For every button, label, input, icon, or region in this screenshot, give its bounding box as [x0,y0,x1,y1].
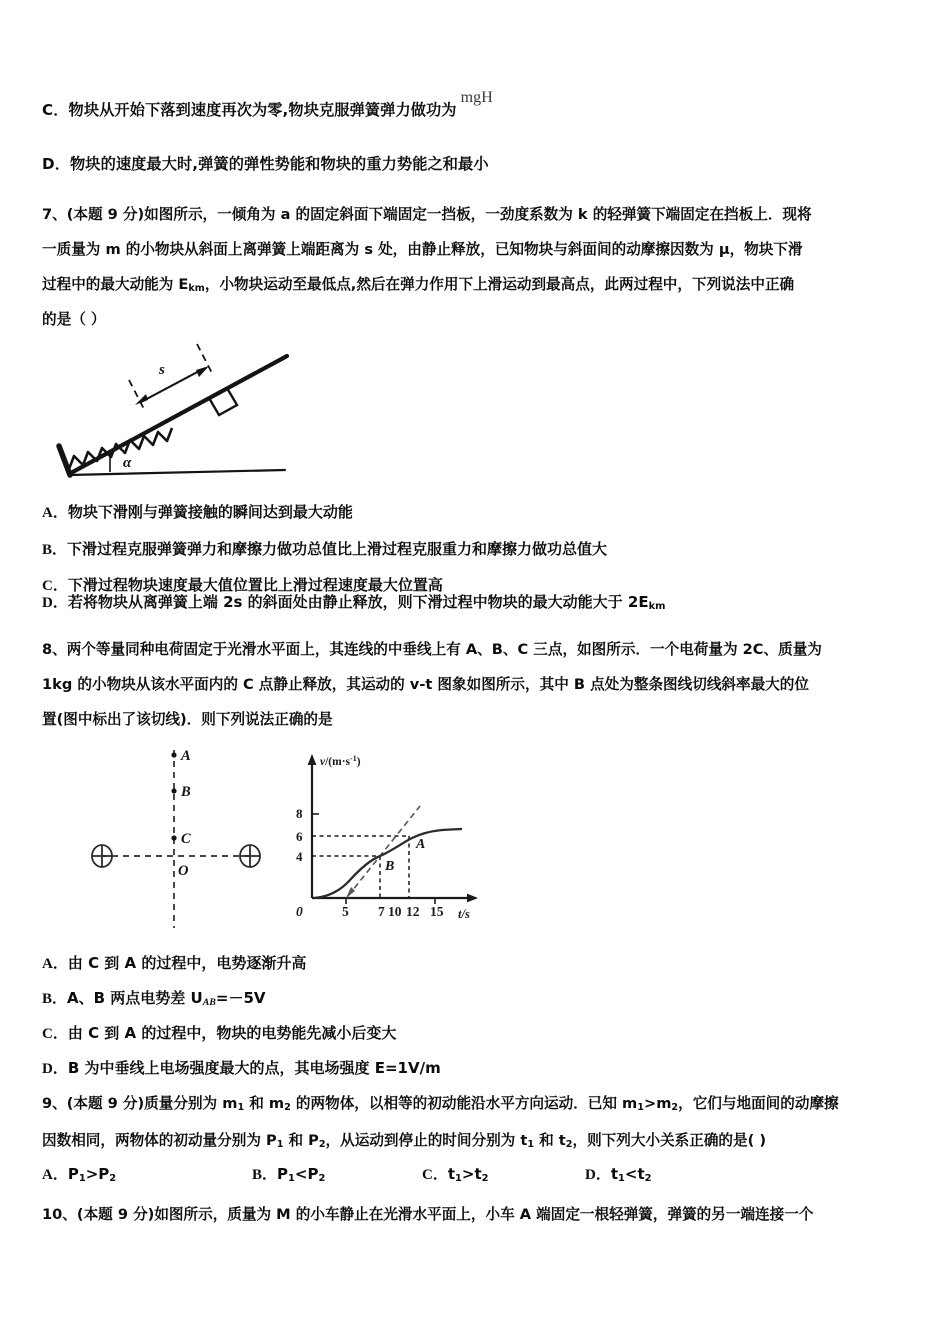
x-tick-15: 15 [430,904,444,919]
q9-s2b: 和 P [283,1132,319,1149]
y-tick-6: 6 [296,829,303,844]
q8-option-b-post: =－5V [215,989,266,1007]
q7-option-c-label: C． [42,578,68,594]
q8-option-d [42,1057,441,1078]
q8-stem-line-1: 8、两个等量同种电荷固定于光滑水平面上，其连线的中垂线上有 A、B、C 三点，如图所示．一个电荷量为 2C、质量为 [42,641,822,658]
q9-option-a [42,1163,116,1184]
x-axis-arrow [467,894,478,903]
q9-s1e: ，它们与地面间的动摩擦 [678,1095,839,1112]
q9-option-b-pre: P [277,1165,289,1183]
q9-option-b-label: B． [252,1167,278,1183]
q7-option-c-text: 下滑过程物块速度最大值位置比上滑过程速度最大位置高 [67,576,443,594]
point-b-dot [171,788,176,793]
q8-option-c-label: C． [42,1026,68,1042]
q6-option-c-text: C．物块从开始下落到速度再次为零,物块克服弹簧弹力做功为 [42,101,457,119]
q9-option-d-sub1: 1 [618,1173,625,1185]
chart-point-a-label: A [416,837,426,852]
q9-stem-line-1 [42,1092,839,1113]
q9-option-c-mid: >t [461,1165,482,1183]
q9-s2sub1: 1 [276,1139,284,1151]
q8-stem-line-2: 1kg 的小物块从该水平面内的 C 点静止释放，其运动的 v-t 图象如图所示，其中 B 点处为整条图线切线斜率最大的位 [42,676,809,693]
q7-stem-line-3a: 过程中的最大动能为 E [42,276,189,293]
q8-option-a-text: 由 C 到 A 的过程中，电势逐渐升高 [67,954,307,972]
q8-option-b-sub: AB [202,997,216,1009]
q9-option-d-label: D． [585,1167,611,1183]
q9-s1sub2: 2 [284,1102,291,1114]
q8-option-d-text: B 为中垂线上电场强度最大的点，其电场强度 E=1V/m [67,1059,441,1077]
q9-s2a: 因数相同，两物体的初动量分别为 P [42,1132,277,1149]
q9-s2sub2: 2 [318,1139,326,1151]
q7-stem-line-3-sub: km [188,283,205,295]
q7-option-b-label: B． [42,542,68,558]
point-b-label: B [181,784,191,800]
q8-option-d-label: D． [42,1061,68,1077]
q9-option-c-sub2: 2 [481,1173,489,1185]
y-axis-arrow [308,754,317,765]
q8-stem-line-3: 置(图中标出了该切线)．则下列说法正确的是 [42,711,333,728]
q9-option-a-label: A． [42,1167,68,1183]
charge-right-icon [240,845,260,867]
velocity-time-chart [290,748,495,934]
two-point-charges-diagram [87,744,292,934]
q7-option-b-text: 下滑过程克服弹簧弹力和摩擦力做功总值比上滑过程克服重力和摩擦力做功总值大 [67,540,608,558]
inclined-plane-spring-diagram [47,334,307,486]
charge-left-icon [92,845,112,867]
x-tick-0: 0 [296,904,303,919]
q9-option-a-pre: P [67,1165,79,1183]
q7-stem-line-4: 的是（ ） [42,311,106,328]
q9-s1a: 9、(本题 9 分)质量分别为 m [42,1095,238,1112]
q7-stem-line-2: 一质量为 m 的小物块从斜面上离弹簧上端距离为 s 处，由静止释放，已知物块与斜面间的动摩擦因数为 μ，物块下滑 [42,241,803,258]
q9-option-a-mid: >P [85,1165,110,1183]
q7-stem-line-1: 7、(本题 9 分)如图所示，一倾角为 a 的固定斜面下端固定一挡板，一劲度系数为 k 的轻弹簧下端固定在挡板上．现将 [42,206,812,223]
q7-option-a [42,501,353,522]
q9-option-c [422,1163,489,1184]
q7-stem-line-3 [42,273,794,294]
q9-option-d-mid: <t [624,1165,645,1183]
q9-option-a-sub1: 1 [78,1173,86,1185]
incline-distance-label: s [159,362,165,378]
q9-s2e: ，则下列大小关系正确的是( ) [572,1132,767,1149]
q9-s2d: 和 t [534,1132,566,1149]
q8-option-b-text: A、B 两点电势差 U [67,989,203,1007]
q9-s1sub3: 1 [637,1102,644,1114]
q7-option-d-text: 若将物块从离弹簧上端 2s 的斜面处由静止释放，则下滑过程中物块的最大动能大于 2E [67,593,649,611]
q9-stem-line-2 [42,1129,766,1150]
chart-point-b-label: B [385,859,395,874]
q10-stem-line-1: 10、(本题 9 分)如图所示，质量为 M 的小车静止在光滑水平面上，小车 A 端固定一根轻弹簧，弹簧的另一端连接一个 [42,1206,814,1223]
q9-option-c-label: C． [422,1167,448,1183]
q9-s2c: ，从运动到停止的时间分别为 t [325,1132,528,1149]
point-c-label: C [181,831,191,847]
y-tick-4: 4 [296,849,303,864]
q8-option-a [42,952,306,973]
q7-stem-line-3b: ，小物块运动至最低点,然后在弹力作用下上滑运动到最高点，此两过程中，下列说法中正确 [204,276,795,293]
q8-option-c [42,1022,396,1043]
x-tick-12: 12 [406,904,420,919]
q9-s2sub4: 2 [565,1139,573,1151]
q9-s1b: 和 m [244,1095,285,1112]
q9-option-c-sub1: 1 [455,1173,462,1185]
q6-option-c [42,89,493,119]
q6-option-c-formula: mgH [460,89,493,106]
q9-option-d-pre: t [610,1165,619,1183]
q7-option-d-sub: km [648,601,666,613]
point-a-label: A [181,748,191,764]
q7-option-b [42,538,607,559]
q9-option-d-sub2: 2 [644,1173,652,1185]
q6-option-d: D．物块的速度最大时,弹簧的弹性势能和物块的重力势能之和最小 [42,155,489,173]
q8-option-b [42,987,266,1008]
q9-option-d [585,1163,652,1184]
q9-s1sub1: 1 [237,1102,245,1114]
q7-option-d [42,591,665,612]
q9-s1sub4: 2 [671,1102,679,1114]
y-tick-8: 8 [296,806,303,821]
point-o-label: O [178,863,189,879]
q7-option-a-label: A． [42,505,68,521]
q9-option-b-sub2: 2 [318,1173,326,1185]
x-axis-label: t/s [458,907,470,921]
q9-option-b [252,1163,325,1184]
q7-option-a-text: 物块下滑刚与弹簧接触的瞬间达到最大动能 [67,503,353,521]
y-axis-label: $v/(m\cdot s^{-1})$ [320,754,361,768]
incline-angle-label: α [123,455,132,471]
q9-option-c-pre: t [447,1165,456,1183]
x-tick-7: 7 [378,904,385,919]
q9-option-b-sub1: 1 [288,1173,295,1185]
q9-s2sub3: 1 [527,1139,535,1151]
x-tick-10: 10 [388,904,402,919]
x-tick-5: 5 [342,904,349,919]
point-c-dot [171,835,176,840]
q8-option-c-text: 由 C 到 A 的过程中，物块的电势能先减小后变大 [67,1024,397,1042]
q9-option-a-sub2: 2 [109,1173,117,1185]
q8-option-b-label: B． [42,991,68,1007]
q9-option-b-mid: <P [294,1165,319,1183]
q8-option-a-label: A． [42,956,68,972]
q9-s1c: 的两物体，以相等的初动能沿水平方向运动．已知 m [290,1095,638,1112]
q7-option-d-label: D． [42,595,68,611]
point-a-dot [171,752,176,757]
q9-s1d: >m [643,1095,672,1112]
